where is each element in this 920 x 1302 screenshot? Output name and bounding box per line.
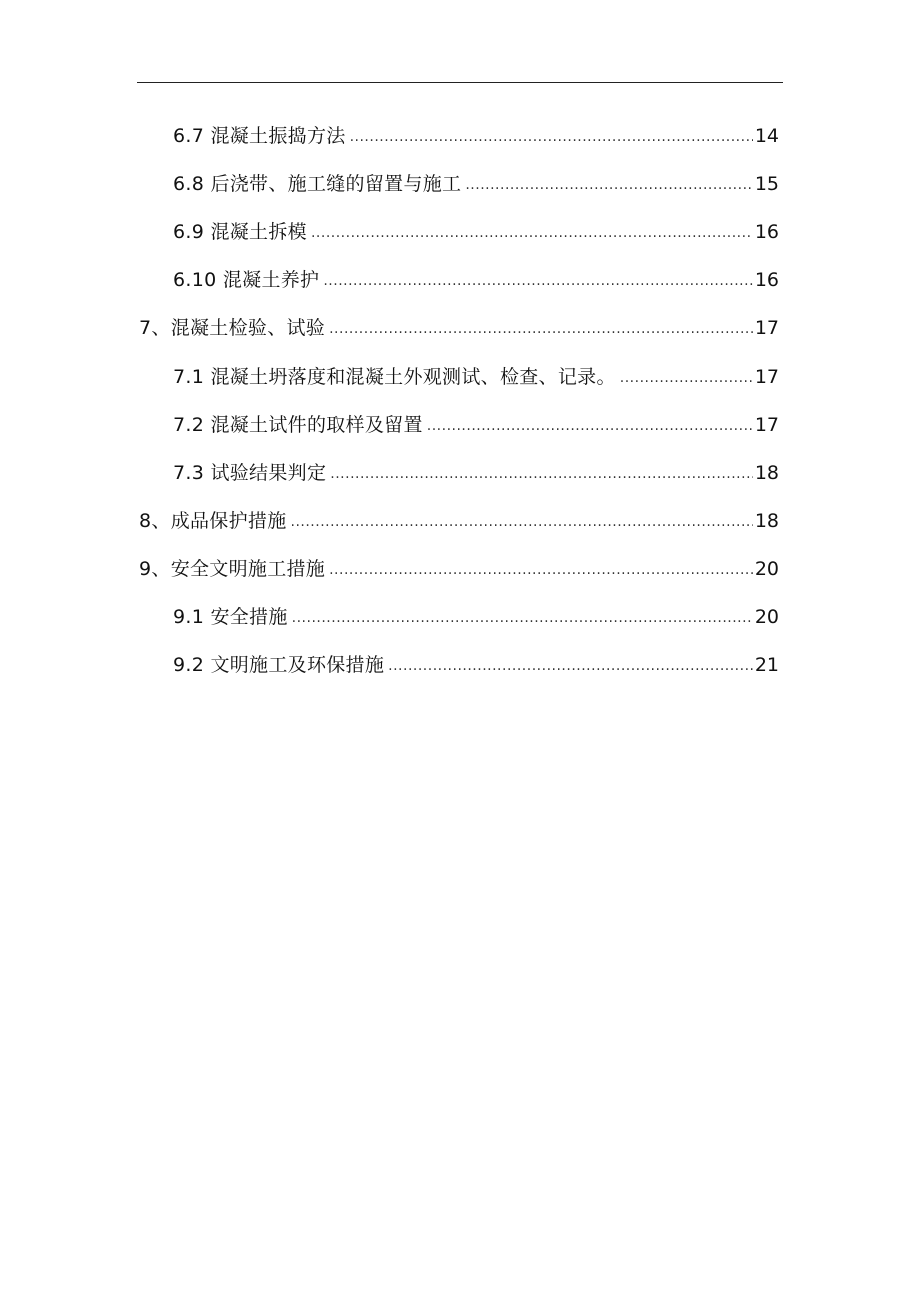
toc-entry-page: 17 xyxy=(754,317,779,339)
header-rule xyxy=(137,82,783,83)
toc-entry-6-9[interactable] xyxy=(173,213,779,243)
toc-entry-page: 17 xyxy=(754,414,779,436)
toc-entry-6-10[interactable] xyxy=(173,261,779,291)
toc-entry-title: 7、混凝土检验、试验 xyxy=(139,317,326,339)
dot-leader xyxy=(291,513,753,531)
toc-entry-title: 8、成品保护措施 xyxy=(139,510,287,532)
toc-entry-6-7[interactable] xyxy=(173,117,779,147)
dot-leader xyxy=(350,128,753,146)
dot-leader xyxy=(292,609,753,627)
dot-leader xyxy=(311,224,753,242)
toc-entry-9-2[interactable] xyxy=(173,646,779,676)
dot-leader xyxy=(427,417,753,435)
toc-entry-page: 20 xyxy=(754,558,779,580)
dot-leader xyxy=(620,369,753,387)
dot-leader xyxy=(388,657,753,675)
toc-entry-title: 6.9 混凝土拆模 xyxy=(173,221,307,243)
dot-leader xyxy=(329,320,753,338)
toc-entry-title: 7.1 混凝土坍落度和混凝土外观测试、检查、记录。 xyxy=(173,366,616,388)
toc-entry-7-3[interactable] xyxy=(173,454,779,484)
toc-entry-9-1[interactable] xyxy=(173,598,779,628)
toc-entry-8[interactable] xyxy=(139,502,779,532)
dot-leader xyxy=(329,561,753,579)
toc-entry-page: 18 xyxy=(754,462,779,484)
toc-entry-page: 15 xyxy=(754,173,779,195)
toc-entry-page: 14 xyxy=(754,125,779,147)
toc-entry-6-8[interactable] xyxy=(173,165,779,195)
toc-entry-page: 16 xyxy=(754,269,779,291)
toc-entry-page: 20 xyxy=(754,606,779,628)
dot-leader xyxy=(323,272,752,290)
toc-entry-9[interactable] xyxy=(139,550,779,580)
toc-entry-title: 7.3 试验结果判定 xyxy=(173,462,327,484)
toc-entry-title: 9、安全文明施工措施 xyxy=(139,558,326,580)
toc-entry-page: 17 xyxy=(754,366,779,388)
toc-entry-title: 9.1 安全措施 xyxy=(173,606,288,628)
toc-entry-title: 6.10 混凝土养护 xyxy=(173,269,320,291)
toc-entry-title: 9.2 文明施工及环保措施 xyxy=(173,654,385,676)
toc-entry-title: 6.7 混凝土振捣方法 xyxy=(173,125,346,147)
toc-entry-page: 21 xyxy=(754,654,779,676)
toc-entry-7-2[interactable] xyxy=(173,406,779,436)
toc-entry-page: 18 xyxy=(754,510,779,532)
toc-entry-7-1[interactable] xyxy=(173,358,779,388)
dot-leader xyxy=(330,465,753,483)
toc-entry-title: 6.8 后浇带、施工缝的留置与施工 xyxy=(173,173,462,195)
toc-entry-page: 16 xyxy=(754,221,779,243)
dot-leader xyxy=(465,176,752,194)
toc-entry-title: 7.2 混凝土试件的取样及留置 xyxy=(173,414,423,436)
toc-entry-7[interactable] xyxy=(139,309,779,339)
